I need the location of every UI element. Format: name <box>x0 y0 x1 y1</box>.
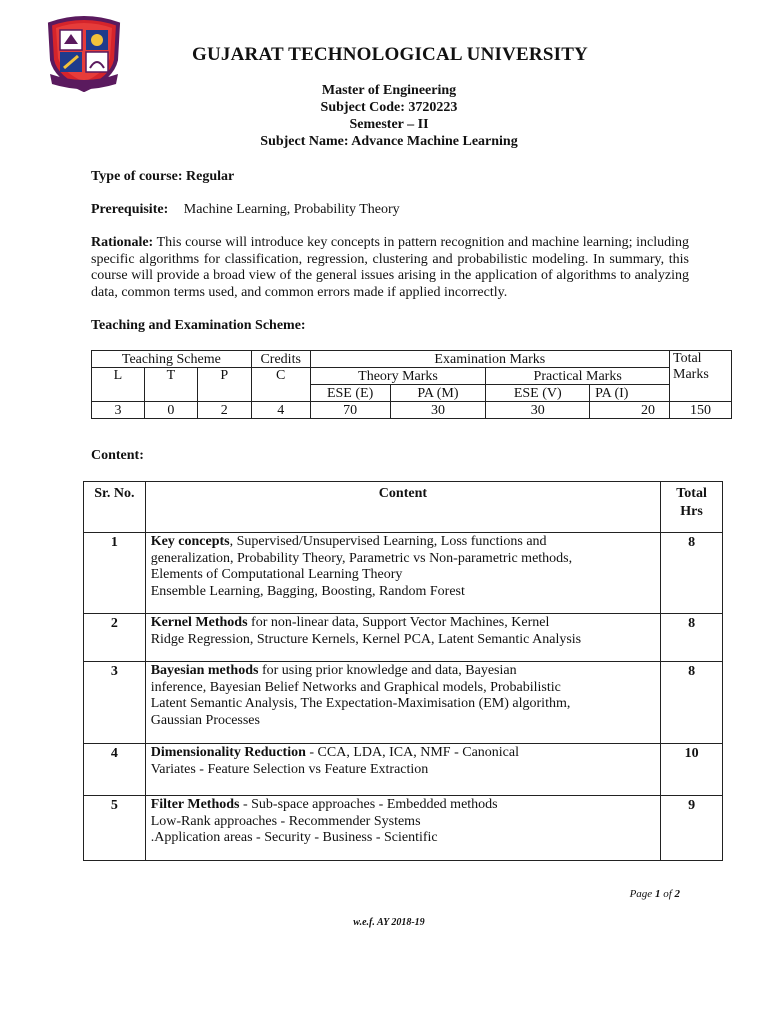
university-name: GUJARAT TECHNOLOGICAL UNIVERSITY <box>192 44 588 65</box>
content-line: Gaussian Processes <box>150 712 260 728</box>
content-cell <box>145 662 660 744</box>
scheme-title: Teaching and Examination Scheme: <box>91 318 306 333</box>
content-cell <box>145 614 660 662</box>
rationale <box>91 235 689 301</box>
content-line: , Supervised/Unsupervised Learning, Loss functions and <box>229 534 547 549</box>
total-hrs-header: Total Hrs <box>661 482 723 533</box>
pa-i-value: 20 <box>590 402 670 419</box>
program-name: Master of Engineering <box>321 83 457 98</box>
pa-m-header: PA (M) <box>390 385 486 402</box>
ese-v-value: 30 <box>486 402 590 419</box>
content-line: Latent Semantic Analysis, The Expectation-Maximisation (EM) algorithm, <box>150 696 571 711</box>
total-hrs: 8 <box>661 533 723 614</box>
p-value: 2 <box>197 402 251 419</box>
teaching-scheme-header: Teaching Scheme <box>92 351 252 368</box>
page-number <box>600 888 680 900</box>
topic-heading: Dimensionality Reduction <box>150 745 306 760</box>
subject-name: Subject Name: Advance Machine Learning <box>260 134 518 149</box>
content-line: Variates - Feature Selection vs Feature Extraction <box>150 761 429 777</box>
topic-heading: Key concepts <box>150 534 230 549</box>
content-line: generalization, Probability Theory, Parametric vs Non-parametric methods, <box>150 550 573 566</box>
content-line: - Sub-space approaches - Embedded methods <box>239 797 498 812</box>
theory-marks-header: Theory Marks <box>310 368 486 385</box>
page-prefix: Page <box>629 888 653 900</box>
total-value: 150 <box>670 402 732 419</box>
teaching-exam-scheme-table <box>91 350 732 419</box>
sr-no: 4 <box>84 744 146 796</box>
p-header: P <box>197 368 251 402</box>
content-line: Ridge Regression, Structure Kernels, Kernel PCA, Latent Semantic Analysis <box>150 631 582 647</box>
prerequisite <box>91 202 691 219</box>
sr-no: 1 <box>84 533 146 614</box>
content-line: for using prior knowledge and data, Bayesian <box>258 663 517 678</box>
content-line: - CCA, LDA, ICA, NMF - Canonical <box>305 745 519 760</box>
content-line: Ensemble Learning, Bagging, Boosting, Random Forest <box>150 583 465 599</box>
practical-marks-header: Practical Marks <box>486 368 670 385</box>
content-line: inference, Bayesian Belief Networks and Graphical models, Probabilistic <box>150 679 561 695</box>
ese-e-value: 70 <box>310 402 390 419</box>
content-title: Content: <box>91 448 144 463</box>
total-hrs: 8 <box>661 662 723 744</box>
content-line: for non-linear data, Support Vector Machines, Kernel <box>247 615 550 630</box>
table-row <box>84 614 723 662</box>
prerequisite-value: Machine Learning, Probability Theory <box>183 202 400 217</box>
topic-heading: Filter Methods <box>150 797 240 812</box>
subject-code: Subject Code: 3720223 <box>320 100 458 115</box>
total-hrs: 9 <box>661 796 723 861</box>
course-type: Type of course: Regular <box>91 169 235 184</box>
rationale-label: Rationale: <box>91 235 154 250</box>
content-line: Low-Rank approaches - Recommender Systems <box>150 813 421 829</box>
effective-from: w.e.f. AY 2018-19 <box>353 917 425 928</box>
topic-heading: Bayesian methods <box>150 663 259 678</box>
l-value: 3 <box>92 402 145 419</box>
page-total: 2 <box>674 888 680 900</box>
rationale-text: This course will introduce key concepts in pattern recognition and machine learning; including specific algorithms for classification, regression, clustering and probabilistic modeling. In summary, this course will provide a broad view of the general issues arising in the application of algorithms to analyzing data, common terms used, and common errors made if applied incorrectly. <box>91 235 689 300</box>
t-value: 0 <box>144 402 197 419</box>
content-cell <box>145 744 660 796</box>
exam-marks-header: Examination Marks <box>310 351 669 368</box>
table-row <box>84 744 723 796</box>
prerequisite-label: Prerequisite: <box>91 202 169 217</box>
topic-heading: Kernel Methods <box>150 615 248 630</box>
page-of: of <box>663 888 672 900</box>
sr-no: 5 <box>84 796 146 861</box>
content-cell <box>145 796 660 861</box>
table-row <box>84 796 723 861</box>
table-row <box>84 533 723 614</box>
content-cell <box>145 533 660 614</box>
content-header: Content <box>145 482 660 533</box>
total-marks-header: Total Marks <box>670 351 732 402</box>
content-table <box>83 481 723 861</box>
semester: Semester – II <box>349 117 429 132</box>
page-current: 1 <box>654 888 661 900</box>
sr-no: 2 <box>84 614 146 662</box>
c-value: 4 <box>251 402 310 419</box>
credits-header: Credits <box>251 351 310 368</box>
content-line: .Application areas - Security - Business - Scientific <box>150 830 438 845</box>
total-hrs: 8 <box>661 614 723 662</box>
c-header: C <box>251 368 310 402</box>
ese-e-header: ESE (E) <box>310 385 390 402</box>
pa-m-value: 30 <box>390 402 486 419</box>
t-header: T <box>144 368 197 402</box>
content-line: Elements of Computational Learning Theory <box>150 567 403 582</box>
ese-v-header: ESE (V) <box>486 385 590 402</box>
l-header: L <box>92 368 145 402</box>
sr-no-header: Sr. No. <box>84 482 146 533</box>
table-row <box>84 662 723 744</box>
total-hrs: 10 <box>661 744 723 796</box>
pa-i-header: PA (I) <box>590 385 670 402</box>
sr-no: 3 <box>84 662 146 744</box>
